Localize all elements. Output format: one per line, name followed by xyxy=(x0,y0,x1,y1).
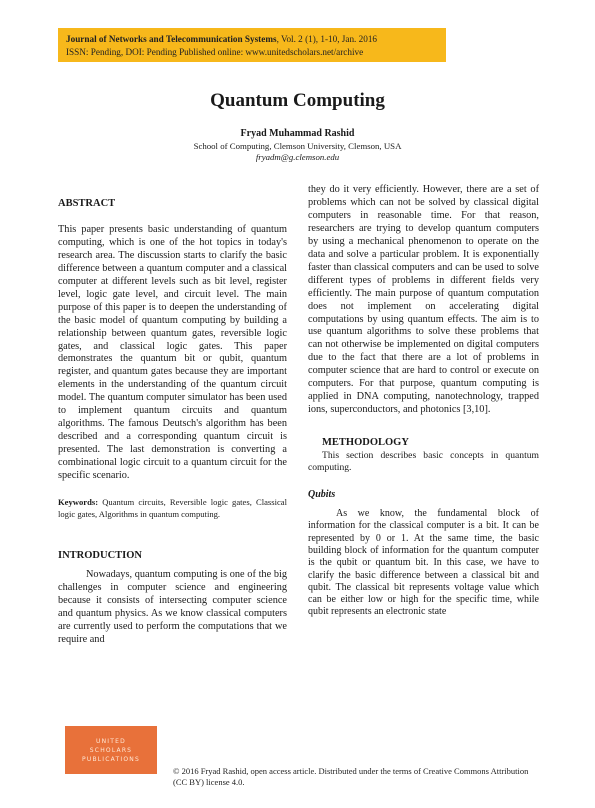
keywords-text: Quantum circuits, Reversible logic gates, Classical logic gates, Algorithms in quantum computing. xyxy=(58,497,287,519)
publisher-logo xyxy=(65,726,157,774)
left-column xyxy=(58,198,287,647)
paper-title: Quantum Computing xyxy=(210,90,385,111)
keywords-label: Keywords: xyxy=(58,497,99,508)
introduction-text: Nowadays, quantum computing is one of the big challenges in computer science and engineering because it consists of intersecting computer science and quantum physics. As we know classical computers are currently used to perform the computations that we require and xyxy=(58,568,287,645)
logo-line-scholars: SCHOLARS xyxy=(89,746,133,754)
logo-line-united: UNITED xyxy=(96,737,126,745)
methodology-text: This section describes basic concepts in quantum computing. xyxy=(308,450,539,473)
author-name: Fryad Muhammad Rashid xyxy=(240,128,355,139)
logo-line-publications: PUBLICATIONS xyxy=(82,755,140,763)
introduction-continuation: they do it very efficiently. However, there are a set of problems which can not be solved by classical digital computers in reasonable time. For that reason, researchers are trying to develop quantum computers by using a mechanical phenomenon to operate on the data and solve a particular problem. It is exponentially faster than classical computers and can be used to solve different types of problems in different fields very efficiently. The main purpose of quantum computation does not implement on accelerating digital computations by using quantum effects. The aim is to use quantum algorithms to solve these problems that can not otherwise be implemented on digital computers due to the fact that there are a lot of problems in computer science that are hard to control or execute on computers. For that purpose, quantum computing is applied in DNA computing, nanotechnology, trapped ions, superconductors, and photonics [3,10]. xyxy=(308,184,539,416)
license-footer: © 2016 Fryad Rashid, open access article. Distributed under the terms of Creative Commons Attribution (CC BY) license 4.0. xyxy=(173,766,529,787)
issn-line: ISSN: Pending, DOI: Pending Published online: www.unitedscholars.net/archive xyxy=(66,47,364,57)
qubits-text: As we know, the fundamental block of information for the classical computer is a bit. It can be represented by 0 or 1. At the same time, the basic building block of information for the quantum computer is the qubit or quantum bit. In this case, we have to clarify the basic difference between a classical bit and qubit. The classical bit represents voltage value which can be either low or high for the specific time, while qubit represents an electronic state xyxy=(308,508,539,618)
abstract-text: This paper presents basic understanding of quantum computing, which is one of the hot topics in today's research area. The discussion starts to clarify the basic difference between a quantum computer and a classical computer at different levels such as bit level, register level, logic gate level, and circuit level. The main purpose of this paper is to deepen the understanding of the basic model of quantum computing by building a relationship between quantum gates, reversible logic gates, and classical logic gates. This paper demonstrates the quantum bit or qubit, quantum register, and quantum gates because they are important elements in the understanding of the quantum circuit model. The quantum computer simulator has been used to implement quantum circuits and quantum algorithms. The famous Deutsch's algorithm has been described and a corresponding quantum circuit is presented. The last demonstration is converting a combinational logic circuit to a quantum circuit for the specific scenario. xyxy=(58,223,287,482)
qubits-heading: Qubits xyxy=(308,489,336,501)
keywords-paragraph xyxy=(58,497,287,520)
methodology-heading: METHODOLOGY xyxy=(322,437,409,449)
journal-banner xyxy=(58,28,446,62)
author-affiliation: School of Computing, Clemson University, Clemson, USA xyxy=(193,141,402,151)
journal-issue: , Vol. 2 (1), 1-10, Jan. 2016 xyxy=(276,34,378,44)
abstract-heading: ABSTRACT xyxy=(58,198,116,209)
journal-name: Journal of Networks and Telecommunication Systems xyxy=(66,34,277,44)
journal-citation-line xyxy=(66,33,438,46)
introduction-heading: INTRODUCTION xyxy=(58,550,143,562)
right-column xyxy=(308,184,539,619)
author-email[interactable]: fryadm@g.clemson.edu xyxy=(255,152,340,162)
